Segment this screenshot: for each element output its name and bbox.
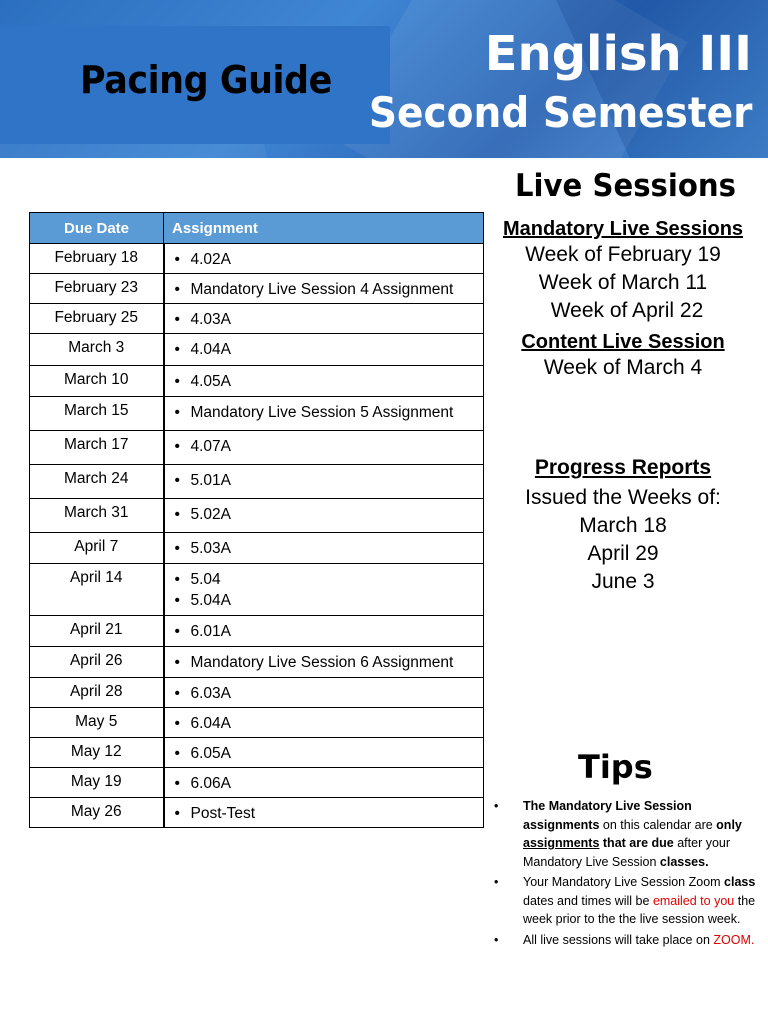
progress-week: June 3	[591, 570, 655, 593]
due-date-cell: March 15	[30, 397, 164, 431]
tip-item: • The Mandatory Live Session assignments on this calendar are only assignments that are due after your Mandatory Live Session classes.	[492, 797, 762, 871]
due-date-cell: May 5	[30, 708, 164, 738]
assignment-item: • 4.04A	[175, 339, 484, 360]
assignment-item: • 4.05A	[175, 371, 484, 392]
table-row	[30, 647, 484, 678]
tip-item: • Your Mandatory Live Session Zoom class dates and times will be emailed to you the week prior to the the live session week.	[492, 873, 762, 929]
assignment-cell	[164, 533, 484, 564]
page-title: Pacing Guide	[80, 58, 332, 102]
progress-week: March 18	[579, 514, 667, 537]
due-date-cell: May 26	[30, 798, 164, 828]
live-sessions-title: Live Sessions	[514, 168, 736, 204]
assignment-cell	[164, 499, 484, 533]
content-session-heading: Content Live Session	[521, 331, 725, 353]
header-banner	[0, 0, 768, 158]
table-row	[30, 244, 484, 274]
due-date-cell: March 17	[30, 431, 164, 465]
assignment-item: • Mandatory Live Session 6 Assignment	[175, 652, 484, 673]
due-date-cell: February 18	[30, 244, 164, 274]
table-row	[30, 533, 484, 564]
due-date-cell: April 26	[30, 647, 164, 678]
assignment-cell	[164, 465, 484, 499]
assignment-cell	[164, 431, 484, 465]
table-header-row	[30, 213, 484, 244]
assignment-item: • 5.02A	[175, 504, 484, 525]
course-title: English III	[484, 26, 752, 82]
pacing-table	[29, 212, 484, 828]
assignment-cell	[164, 244, 484, 274]
assignment-cell	[164, 616, 484, 647]
assignment-item: • 6.03A	[175, 683, 484, 704]
assignment-item: • 4.03A	[175, 309, 484, 330]
assignment-cell	[164, 798, 484, 828]
due-date-cell: May 19	[30, 768, 164, 798]
assignment-item: • 6.06A	[175, 773, 484, 794]
due-date-cell: February 23	[30, 274, 164, 304]
assignment-cell	[164, 738, 484, 768]
table-row	[30, 798, 484, 828]
assignment-cell	[164, 304, 484, 334]
column-header-due-date: Due Date	[30, 213, 164, 244]
table-row	[30, 431, 484, 465]
due-date-cell: May 12	[30, 738, 164, 768]
table-row	[30, 564, 484, 616]
content-week: Week of March 4	[543, 356, 703, 379]
table-row	[30, 334, 484, 366]
assignment-item: • Post-Test	[175, 803, 484, 824]
mandatory-sessions-heading: Mandatory Live Sessions	[502, 218, 744, 240]
tips-list	[492, 797, 762, 951]
semester-title: Second Semester	[368, 88, 752, 137]
sidebar-info	[492, 168, 754, 596]
assignment-cell	[164, 334, 484, 366]
tips-title: Tips	[578, 748, 653, 786]
table-row	[30, 366, 484, 397]
assignment-item: • 5.01A	[175, 470, 484, 491]
table-row	[30, 738, 484, 768]
mandatory-week: Week of February 19	[525, 243, 721, 266]
progress-week: April 29	[587, 542, 659, 565]
assignment-cell	[164, 274, 484, 304]
assignment-item: • 5.04A	[175, 590, 484, 611]
mandatory-week: Week of March 11	[538, 271, 708, 294]
assignment-item: • 5.04	[175, 569, 484, 590]
assignment-item: • 6.04A	[175, 713, 484, 734]
table-row	[30, 274, 484, 304]
due-date-cell: April 28	[30, 678, 164, 708]
due-date-cell: March 10	[30, 366, 164, 397]
table-row	[30, 708, 484, 738]
table-row	[30, 616, 484, 647]
table-row	[30, 499, 484, 533]
assignment-cell	[164, 397, 484, 431]
table-row	[30, 678, 484, 708]
table-row	[30, 768, 484, 798]
assignment-cell	[164, 647, 484, 678]
table-row	[30, 304, 484, 334]
assignment-cell	[164, 708, 484, 738]
assignment-item: • Mandatory Live Session 5 Assignment	[175, 402, 484, 423]
due-date-cell: April 14	[30, 564, 164, 616]
mandatory-week: Week of April 22	[550, 299, 704, 322]
assignment-item: • 4.02A	[175, 249, 484, 270]
assignment-cell	[164, 678, 484, 708]
table-row	[30, 465, 484, 499]
assignment-cell	[164, 366, 484, 397]
due-date-cell: March 24	[30, 465, 164, 499]
progress-reports-intro: Issued the Weeks of:	[525, 486, 721, 509]
due-date-cell: March 3	[30, 334, 164, 366]
progress-reports-heading: Progress Reports	[534, 456, 712, 479]
column-header-assignment: Assignment	[164, 213, 484, 244]
due-date-cell: February 25	[30, 304, 164, 334]
assignment-item: • 5.03A	[175, 538, 484, 559]
due-date-cell: April 21	[30, 616, 164, 647]
tip-item: • All live sessions will take place on ZOOM.	[492, 931, 762, 950]
table-row	[30, 397, 484, 431]
assignment-item: • Mandatory Live Session 4 Assignment	[175, 279, 484, 300]
due-date-cell: March 31	[30, 499, 164, 533]
assignment-cell	[164, 768, 484, 798]
assignment-cell	[164, 564, 484, 616]
assignment-item: • 6.01A	[175, 621, 484, 642]
due-date-cell: April 7	[30, 533, 164, 564]
assignment-item: • 6.05A	[175, 743, 484, 764]
assignment-item: • 4.07A	[175, 436, 484, 457]
